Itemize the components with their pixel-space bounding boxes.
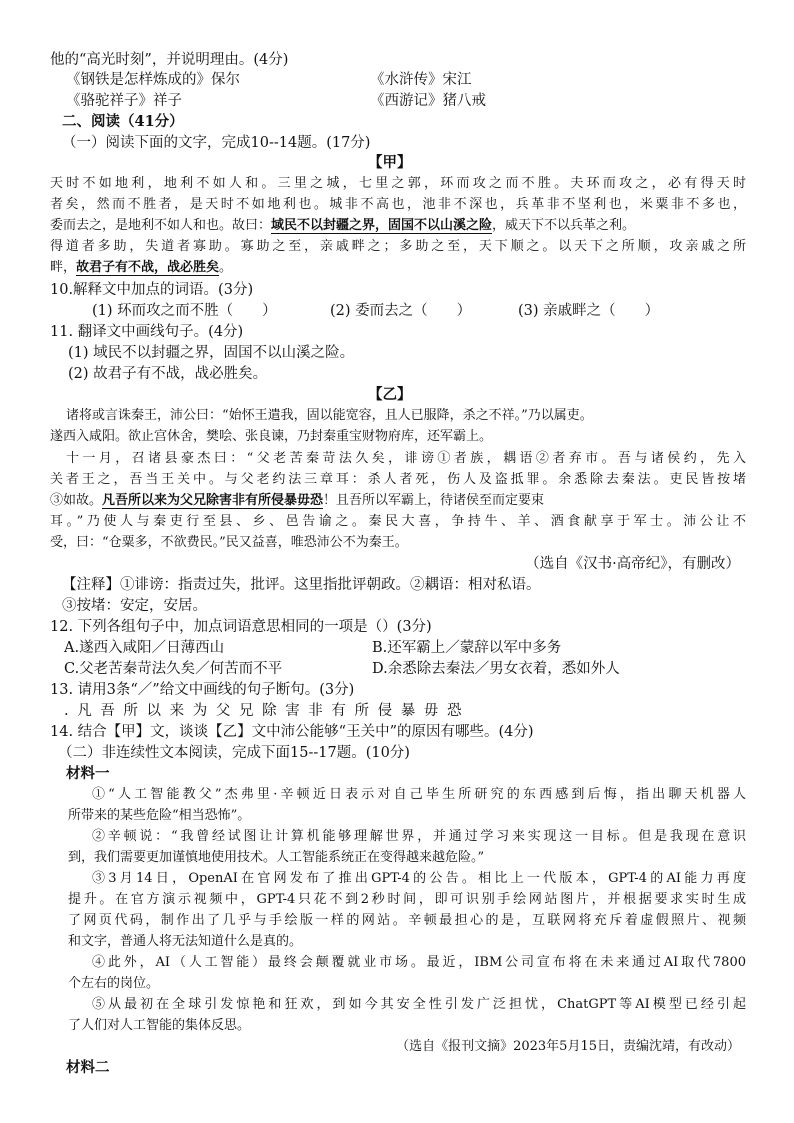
q10-item-3: (3) 亲戚畔之（ ） <box>518 303 660 319</box>
mat1-line-11: ⑤从最初在全球引发惊艳和狂欢，到如今其安全性引发广泛担忧，ChatGPT等AI模型已经引起 <box>92 997 746 1012</box>
mat1-line-2: 所带来的某些危险“相当恐怖”。 <box>68 808 251 823</box>
pair-right-2: 《西游记》猪八戒 <box>370 93 486 109</box>
jia-title: 【甲】 <box>368 154 412 171</box>
mat1-source: （选自《报刊文摘》2023年5月15日，责编沈靖，有改动） <box>396 1039 740 1054</box>
mat1-line-7: 了网页代码，制作出了几乎与手绘版一样的网站。辛顿最担心的是，互联网将充斥着虚假照片、视频 <box>68 913 746 928</box>
jia-line-3-a: 委而去之，是地利不如人和也。故曰： <box>50 218 272 233</box>
mat1-line-5: ③3月14日，OpenAI在官网发布了推出GPT-4的公告。相比上一代版本，GPT-4的AI能力再度 <box>92 871 746 886</box>
mat1-line-1: ①“人工智能教父”杰弗里·辛顿近日表示对自己毕生所研究的东西感到后悔，指出聊天机器人 <box>92 787 746 802</box>
jia-line-3-b: ，威天下不以兵革之利。 <box>492 218 636 233</box>
yi-source: （选自《汉书·高帝纪》，有删改） <box>525 556 740 572</box>
q11-item-1: (1) 域民不以封疆之界，固国不以山溪之险。 <box>68 345 355 361</box>
notes-1: 【注释】①诽谤：指责过失，批评。这里指批评朝政。②耦语：相对私语。 <box>62 577 541 593</box>
yi-line-6: 耳。”乃使人与秦吏行至县、乡、邑告谕之。秦民大喜，争持牛、羊、酒食献享于军士。沛公让不 <box>50 514 746 529</box>
jia-line-5-b: 。 <box>219 260 233 275</box>
mat1-line-6: 提升。在官方演示视频中，GPT-4只花不到2秒时间，即可识别手绘网站图片，并根据要求实时生成 <box>68 892 746 907</box>
mat1-line-8: 和文字，普通人将无法知道什么是真的。 <box>68 934 303 949</box>
pair-left-2: 《骆驼祥子》祥子 <box>66 93 182 109</box>
yi-line-5-a: ③如故。 <box>50 493 103 508</box>
prompt-line: 他的“高光时刻”，并说明理由。(4分) <box>50 52 289 68</box>
mat1-line-9: ④此外，AI（人工智能）最终会颠覆就业市场。最近，IBM公司宣布将在未来通过AI取代7800 <box>92 955 746 970</box>
q10-item-1: (1) 环而攻之而不胜（ ） <box>92 303 277 319</box>
material2-title: 材料二 <box>66 1059 110 1076</box>
yi-line-3: 十一月，召诸县豪杰曰：“父老苦秦苛法久矣，诽谤①者族，耦语②者弃市。吾与诸侯约，先入 <box>66 451 746 466</box>
mat1-line-3: ②辛顿说：“我曾经试图让计算机能够理解世界，并通过学习来实现这一目标。但是我现在意识 <box>92 829 746 844</box>
q12-option-d: D.余悉除去秦法／男女衣着，悉如外人 <box>372 661 620 677</box>
q10: 10.解释文中加点的词语。(3分) <box>50 282 254 298</box>
jia-underlined-1: 域民不以封疆之界，固国不以山溪之险 <box>271 218 493 233</box>
part1-intro: （一）阅读下面的文字，完成10--14题。(17分) <box>62 135 371 151</box>
jia-line-1: 天时不如地利，地利不如人和。三里之城，七里之郭，环而攻之而不胜。夫环而攻之，必有得天时 <box>50 176 746 191</box>
q12-option-a: A.遂西入咸阳／日薄西山 <box>64 640 225 656</box>
pair-left-1: 《钢铁是怎样炼成的》保尔 <box>66 72 240 88</box>
yi-line-5 <box>50 491 544 511</box>
yi-line-7: 受，曰：“仓粟多，不欲费民。”民又益喜，唯恐沛公不为秦王。 <box>50 535 408 550</box>
yi-underlined: 凡吾所以来为父兄除害非有所侵暴毋恐 <box>102 493 324 508</box>
mat1-line-4: 到，我们需要更加谨慎地使用技术。人工智能系统正在变得越来越危险。” <box>68 850 485 865</box>
notes-2: ③按堵：安定，安居。 <box>62 598 207 614</box>
jia-line-5 <box>50 258 232 278</box>
part2-intro: （二）非连续性文本阅读，完成下面15--17题。(10分) <box>58 745 410 761</box>
material1-title: 材料一 <box>66 765 110 782</box>
q11-item-2: (2) 故君子有不战，战必胜矣。 <box>68 366 268 382</box>
yi-line-5-b: ！且吾所以军霸上，待诸侯至而定要束 <box>323 493 545 508</box>
jia-line-4: 得道者多助，失道者寡助。寡助之至，亲戚畔之；多助之至，天下顺之。以天下之所顺，攻亲戚之所 <box>50 239 746 254</box>
jia-underlined-2: 故君子有不战，战必胜矣 <box>76 260 220 275</box>
section-heading: 二、阅读（41分） <box>62 113 184 130</box>
mat1-line-12: 了人们对人工智能的集体反思。 <box>68 1018 251 1033</box>
yi-line-1: 诸将或言诛秦王，沛公曰：“始怀王遣我，固以能宽容，且人已服降，杀之不祥。”乃以属吏。 <box>66 408 593 423</box>
q12-option-c: C.父老苦秦苛法久矣／何苦而不平 <box>64 661 283 677</box>
yi-line-4: 关者王之，吾当王关中。与父老约法三章耳：杀人者死，伤人及盗抵罪。余悉除去秦法。吏民皆按堵 <box>50 472 746 487</box>
q13: 13. 请用3条“／”给文中画线的句子断句。(3分) <box>50 682 355 698</box>
yi-line-2: 遂西入咸阳。欲止宫休舍，樊哙、张良谏，乃封秦重宝财物府库，还军霸上。 <box>50 429 493 444</box>
jia-line-5-a: 畔， <box>50 260 77 275</box>
mat1-line-10: 个左右的岗位。 <box>68 976 160 991</box>
jia-line-2: 者矣，然而不胜者，是天时不如地利也。城非不高也，池非不深也，兵革非不坚利也，米粟非不多也， <box>50 197 746 212</box>
q12: 12. 下列各组句子中，加点词语意思相同的一项是（）(3分) <box>50 619 432 635</box>
jia-line-3 <box>50 216 635 236</box>
yi-title: 【乙】 <box>368 386 412 403</box>
q10-item-2: (2) 委而去之（ ） <box>330 303 472 319</box>
q12-option-b: B.还军霸上／蒙辞以军中多务 <box>372 640 562 656</box>
pair-right-1: 《水浒传》宋江 <box>370 72 472 88</box>
q14: 14. 结合【甲】文，谈谈【乙】文中沛公能够“王关中”的原因有哪些。(4分) <box>50 724 534 740</box>
q13-sentence: . 凡 吾 所 以 来 为 父 兄 除 害 非 有 所 侵 暴 毋 恐 <box>64 703 464 719</box>
q11: 11. 翻译文中画线句子。(4分) <box>50 324 244 340</box>
